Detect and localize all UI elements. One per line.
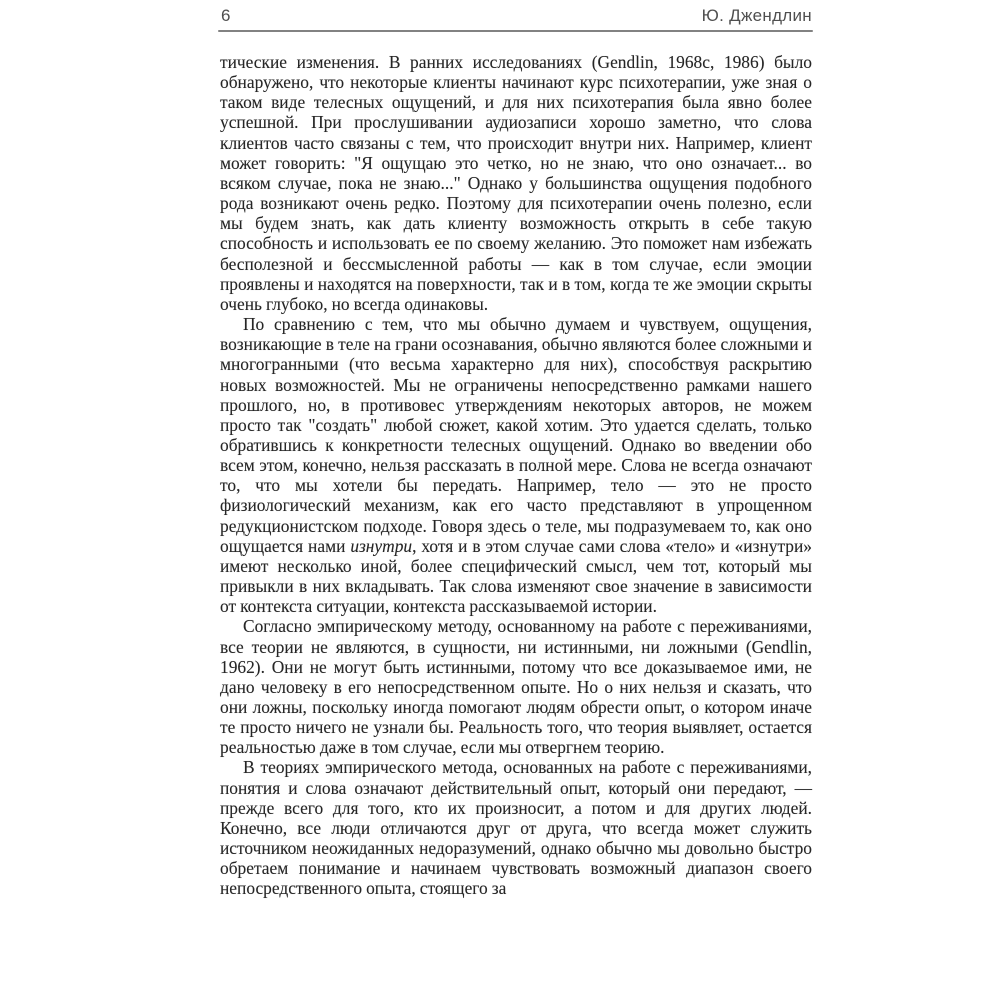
paragraph: [220, 616, 812, 757]
text-segment: По сравнению с тем, что мы обычно думаем и чувствуем, ощущения, возникающие в теле на грани осознавания, обычно являются более сложными и многогранными (что весьма характерно для них), способствуя раскрытию новых возможностей. Мы не ограничены непосредственно рамками нашего прошлого, но, в противовес утверждениям некоторых авторов, не можем просто так "создать" любой сюжет, какой хотим. Это удается сделать, только обратившись к конкретности телесных ощущений. Однако во введении обо всем этом, конечно, нельзя рассказать в полной мере. Слова не всегда означают то, что мы хотели бы передать. Например, тело — это не просто физиологический механизм, как его часто представляют в упрощенном редукционистском подходе. Говоря здесь о теле, мы подразумеваем то, как оно ощущается нами: [220, 314, 812, 556]
header-rule: [218, 30, 813, 32]
paragraph: [220, 52, 812, 314]
text-segment: Согласно эмпирическому методу, основанному на работе с переживаниями, все теории не являются, в сущности, ни истинными, ни ложными (Gendlin, 1962). Они не могут быть истинными, потому что все доказываемое ими, не дано человеку в его непосредственном опыте. Но о них нельзя и сказать, что они ложны, поскольку иногда помогают людям обрести опыт, о котором иначе те просто ничего не узнали бы. Реальность того, что теория выявляет, остается реальностью даже в том случае, если мы отвергнем теорию.: [220, 616, 812, 758]
paragraph: [220, 314, 812, 616]
paragraph: [220, 757, 812, 898]
italic-text-segment: изнутри: [350, 535, 413, 556]
text-segment: , хотя и в этом случае сами слова «тело» и «изнутри» имеют несколько иной, более специфический смысл, чем тот, который мы привыкли в них вкладывать. Так слова изменяют свое значение в зависимости от контекста ситуации, контекста рассказываемой истории.: [220, 535, 812, 617]
text-segment: тические изменения. В ранних исследованиях (Gendlin, 1968c, 1986) было обнаружено, что некоторые клиенты начинают курс психотерапии, уже зная о таком виде телесных ощущений, и для них психотерапия была явно более успешной. При прослушивании аудиозаписи хорошо заметно, что слова клиентов часто связаны с тем, что происходит внутри них. Например, клиент может говорить: "Я ощущаю это четко, но не знаю, что оно означает... во всяком случае, пока не знаю..." Однако у большинства ощущения подобного рода возникают очень редко. Поэтому для психотерапии очень полезно, если мы будем знать, как дать клиенту возможность открыть в себе такую способность и использовать ее по своему желанию. Это поможет нам избежать бесполезной и бессмысленной работы — как в том случае, если эмоции проявлены и находятся на поверхности, так и в том, когда те же эмоции скрыты очень глубоко, но всегда одинаковы.: [220, 52, 812, 314]
running-head-author: Ю. Джендлин: [701, 6, 812, 25]
running-header: [221, 6, 812, 28]
text-segment: В теориях эмпирического метода, основанных на работе с переживаниями, понятия и слова означают действительный опыт, который они передают, — прежде всего для того, кто их произносит, а потом и для других людей. Конечно, все люди отличаются друг от друга, что всегда может служить источником неожиданных недоразумений, однако обычно мы довольно быстро обретаем понимание и начинаем чувствовать возможный диапазон своего непосредственного опыта, стоящего за: [220, 757, 812, 899]
page-number: 6: [221, 6, 231, 25]
text-block: [220, 52, 812, 899]
